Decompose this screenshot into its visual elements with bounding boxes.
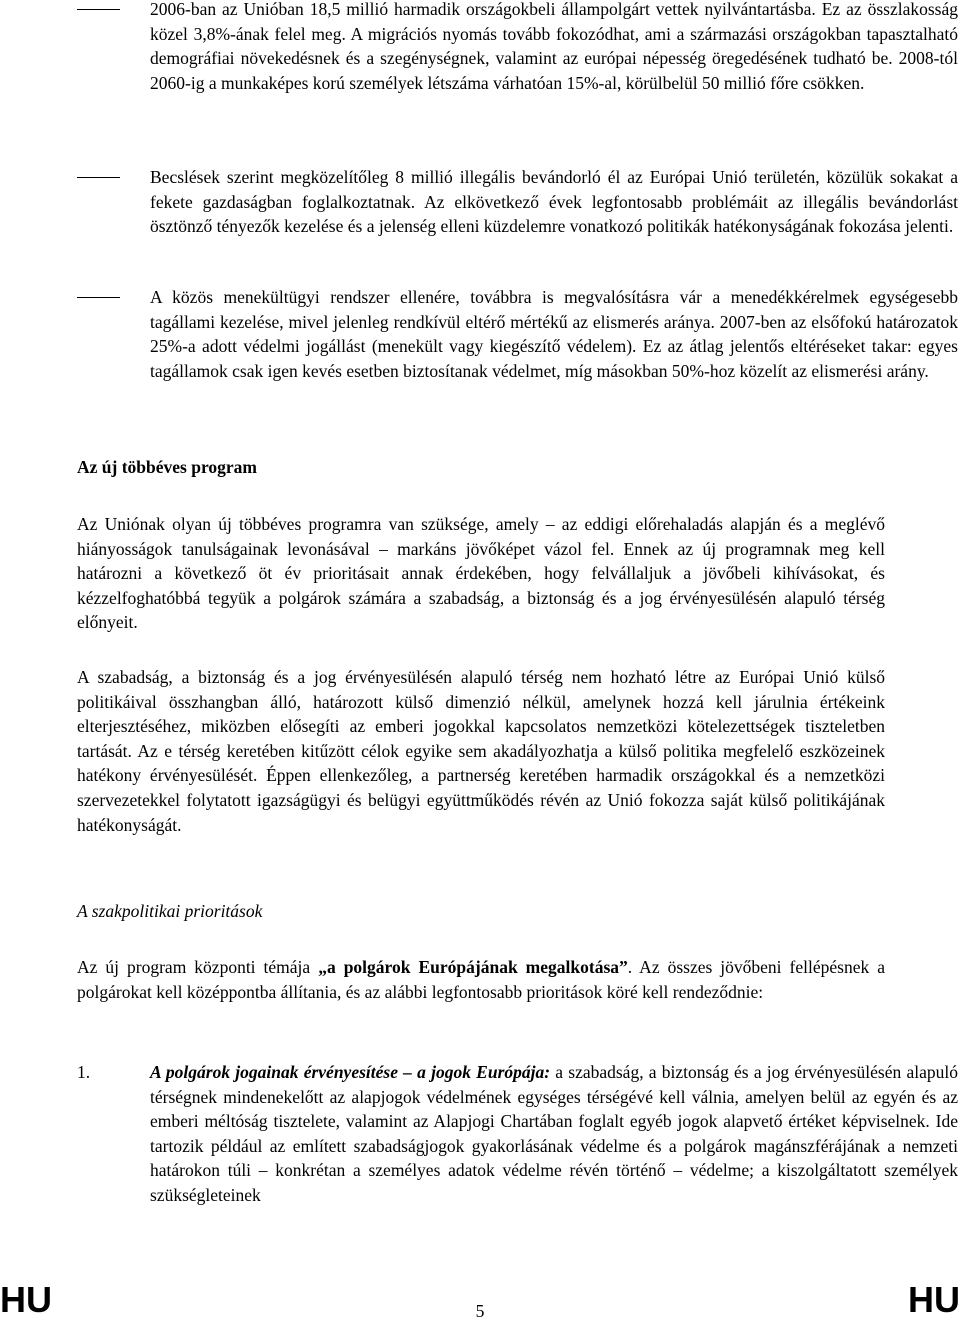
priorities-intro (77, 955, 885, 1004)
dash-bullet-icon (77, 9, 120, 10)
item-number: 1. (77, 1062, 91, 1082)
numbered-item-1 (77, 1060, 958, 1208)
paragraph-1: Az Uniónak olyan új többéves programra van szüksége, amely – az eddigi előrehaladás alapján és a meglévő hiányosságok tanulságainak levonásával – markáns jövőképet vázol fel. Ennek az új programnak meg kell határozni a következő öt év prioritásait annak érdekében, hogy felvállaljuk a jövőbeli kihívásokat, és kézzelfoghatóbbá tegyük a polgárok számára a szabadság, a biztonság és a jog érvényesülésén alapuló térség előnyeit. (77, 514, 885, 633)
bullet-item-2 (77, 165, 958, 239)
section-heading: Az új többéves program (77, 457, 258, 477)
bullet-text: Becslések szerint megközelítőleg 8 millió illegális bevándorló él az Európai Unió területén, közülük sokakat a fekete gazdaságban foglalkoztatnak. Az elkövetkező évek legfontosabb problémáit az illegális bevándorlást ösztönző tényezők kezelése és a jelenség elleni küzdelemre vonatkozó politikák hatékonyságának fokozása jelenti. (150, 167, 958, 237)
page-number: 5 (475, 1301, 485, 1321)
bullet-item-1 (77, 0, 958, 95)
dash-bullet-icon (77, 297, 120, 298)
dash-bullet-icon (77, 177, 120, 178)
footer-lang-right: HU (908, 1279, 960, 1320)
priorities-intro-before: Az új program központi témája (77, 957, 319, 977)
priorities-intro-bold: „a polgárok Európájának megalkotása” (318, 957, 628, 977)
footer-lang-left: HU (0, 1279, 52, 1320)
bullet-text: A közös menekültügyi rendszer ellenére, továbbra is megvalósításra vár a menedékkérelmek egységesebb tagállami kezelése, mivel jelenleg rendkívül eltérő mértékű az elismerés aránya. 2007-ben az elsőfokú határozatok 25%-a adott védelmi jogállást (menekült vagy kiegészítő védelem). Ez az átlag jelentős eltéréseket takar: egyes tagállamok csak igen kevés esetben biztosítanak védelmet, míg másokban 50%-hoz közelít az elismerési arány. (150, 287, 958, 381)
subsection-heading: A szakpolitikai prioritások (77, 901, 263, 921)
priorities-intro-after: . Az összes jövőbeni fellépésnek a polgárokat kell középpontba állítania, és az alábbi legfontosabb prioritások köré kell rendeződnie: (77, 957, 885, 1002)
paragraph-2: A szabadság, a biztonság és a jog érvényesülésén alapuló térség nem hozható létre az Európai Unió külső politikáival összhangban álló, határozott külső dimenzió nélkül, amelynek hozzá kell járulnia értékeink elterjesztéséhez, miközben elősegíti az emberi jogokkal kapcsolatos nemzetközi kötelezettségek tiszteletben tartását. Az e térség keretében kitűzött célok egyike sem akadályozhatja a külső politika megfelelő eszközeinek hatékony érvényesülését. Éppen ellenkezőleg, a partnerség keretében harmadik országokkal és a nemzetközi szervezetekkel folytatott igazságügyi és belügyi együttműködés révén az Unió fokozza saját külső politikájának hatékonyságát. (77, 667, 885, 835)
bullet-text: 2006-ban az Unióban 18,5 millió harmadik országokbeli állampolgárt vettek nyilvántartásba. Ez az összlakosság közel 3,8%-ának felel meg. A migrációs nyomás tovább fokozódhat, ami a származási országokban tapasztalható demográfiai növekedésnek és a szegénységnek, valamint az európai népesség öregedésének tudható be. 2008-tól 2060-ig a munkaképes korú személyek létszáma várhatóan 15%-al, körülbelül 50 millió főre csökken. (150, 0, 958, 93)
numbered-item-text (150, 1060, 958, 1208)
numbered-item-body: a szabadság, a biztonság és a jog érvényesülésén alapuló térségnek mindenekelőtt az alapjogok védelmének egységes térségévé kell válnia, amelyen belül az egyén és az emberi méltóság tisztelete, valamint az Alapjogi Chartában foglalt egyéb jogok alapvető értéket képviselnek. Ide tartozik például az említett szabadságjogok gyakorlásának védelme és a polgárok magánszférájának a nemzeti határokon túli – konkrétan a személyes adatok védelme révén történő – védelme; a kiszolgáltatott személyek szükségleteinek (150, 1062, 958, 1205)
bullet-item-3 (77, 285, 958, 383)
numbered-item-title: A polgárok jogainak érvényesítése – a jogok Európája: (150, 1062, 551, 1082)
